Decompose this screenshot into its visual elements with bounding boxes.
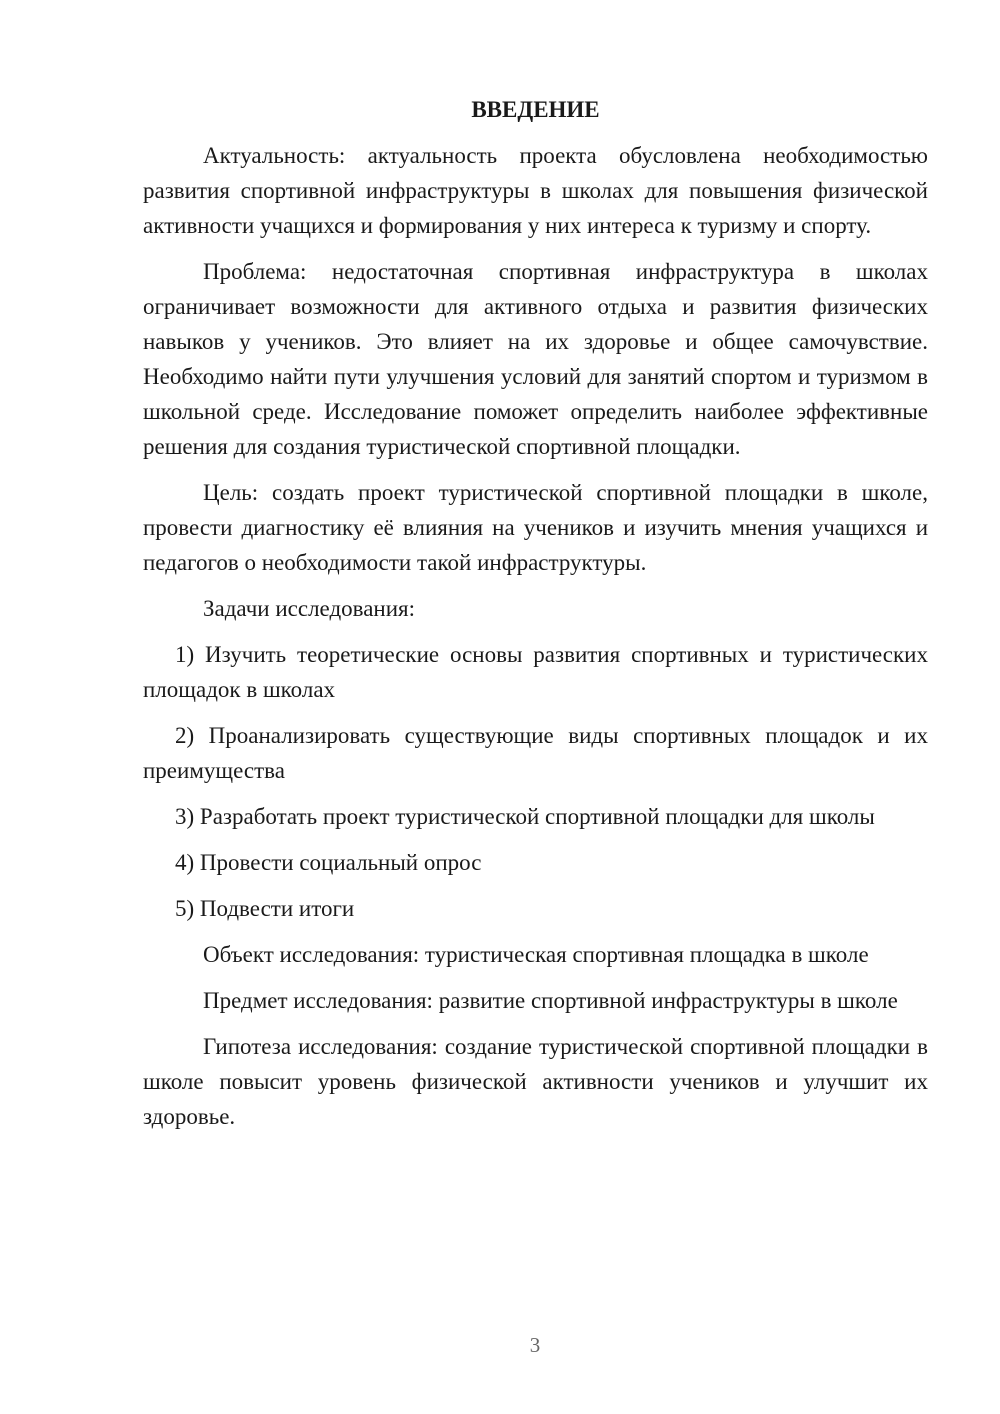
page-number: 3 [529, 1333, 541, 1357]
paragraph-goal: Цель: создать проект туристической спортивной площадки в школе, провести диагностику её влияния на учеников и изучить мнения учащихся и педагогов о необходимости такой инфраструктуры. [143, 480, 928, 575]
task-item-1: 1) Изучить теоретические основы развития спортивных и туристических площадок в школах [143, 642, 928, 702]
task-item-2: 2) Проанализировать существующие виды спортивных площадок и их преимущества [143, 723, 928, 783]
document-body [143, 92, 928, 1145]
task-item-4: 4) Провести социальный опрос [175, 850, 482, 875]
task-item-3: 3) Разработать проект туристической спортивной площадки для школы [175, 804, 875, 829]
section-title: ВВЕДЕНИЕ [471, 97, 600, 122]
task-item-5: 5) Подвести итоги [175, 896, 355, 921]
paragraph-problem: Проблема: недостаточная спортивная инфраструктура в школах ограничивает возможности для активного отдыха и развития физических навыков у учеников. Это влияет на их здоровье и общее самочувствие. Необходимо найти пути улучшения условий для занятий спортом и туризмом в школьной среде. Исследование поможет определить наиболее эффективные решения для создания туристической спортивной площадки. [143, 259, 928, 459]
paragraph-tasks-heading: Задачи исследования: [203, 596, 416, 621]
paragraph-subject: Предмет исследования: развитие спортивной инфраструктуры в школе [203, 988, 898, 1013]
paragraph-object: Объект исследования: туристическая спортивная площадка в школе [203, 942, 869, 967]
paragraph-relevance: Актуальность: актуальность проекта обусловлена необходимостью развития спортивной инфраструктуры в школах для повышения физической активности учащихся и формирования у них интереса к туризму и спорту. [143, 143, 928, 238]
paragraph-hypothesis: Гипотеза исследования: создание туристической спортивной площадки в школе повысит уровень физической активности учеников и улучшит их здоровье. [143, 1034, 928, 1129]
